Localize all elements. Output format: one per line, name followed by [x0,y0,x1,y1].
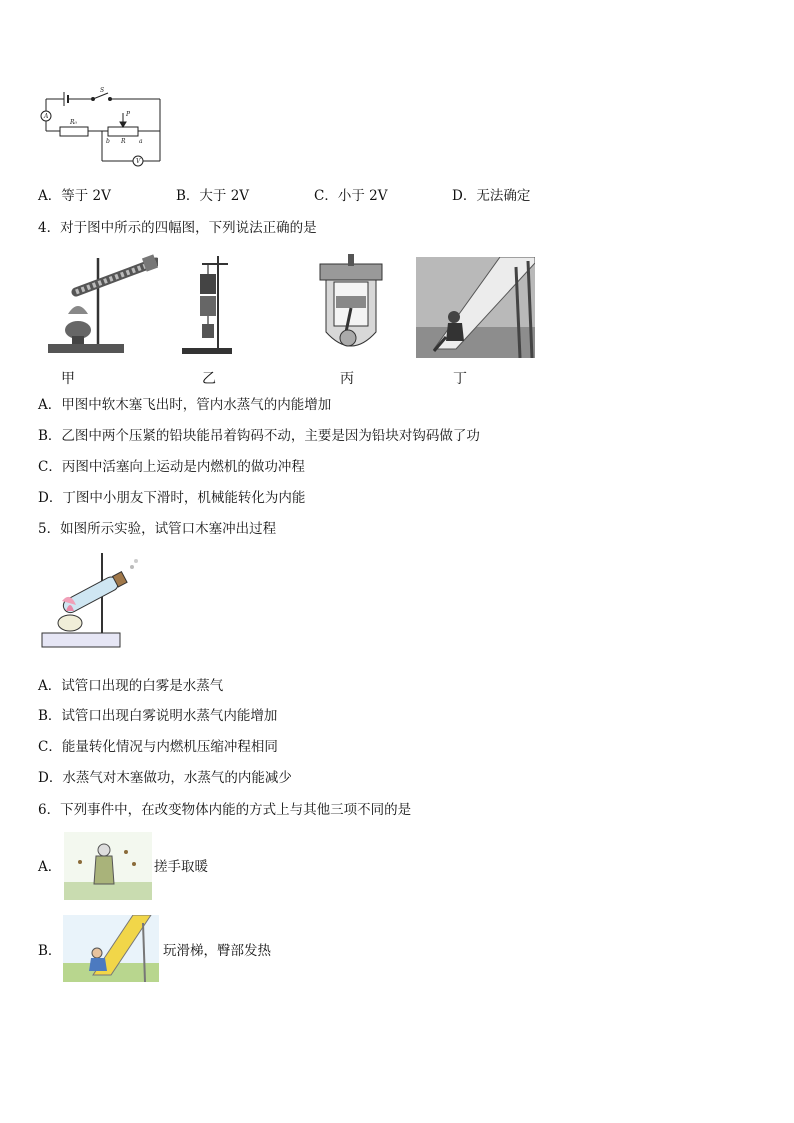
q5-option-c: C．能量转化情况与内燃机压缩冲程相同 [38,739,278,755]
slider-label: P [126,111,131,118]
figure-yi-lead-blocks-image [180,252,236,356]
q6-option-a-letter: A． [38,859,62,875]
q3-option-a: A．等于 2V [38,188,111,204]
caption-jia: 甲 [61,371,75,387]
q5-option-b: B．试管口出现白雾说明水蒸气内能增加 [38,708,278,724]
q5-option-d: D．水蒸气对木塞做功，水蒸气的内能减少 [38,770,292,786]
caption-yi: 乙 [202,371,216,387]
q3-option-b: B．大于 2V [176,188,250,204]
end-b-label: b [106,138,110,145]
rheostat-label: R [121,138,126,145]
circuit-diagram [36,85,166,170]
q5-stem: 5．如图所示实验，试管口木塞冲出过程 [38,521,277,537]
q5-option-a: A．试管口出现的白雾是水蒸气 [38,678,224,694]
q3-option-c: C．小于 2V [314,188,388,204]
figure-jia-test-tube-image [46,252,158,356]
figure-ding-slide-image [416,257,535,358]
q4-stem: 4．对于图中所示的四幅图，下列说法正确的是 [38,220,317,236]
figure-bing-engine-image [316,252,386,358]
switch-label: S [100,87,105,94]
caption-ding: 丁 [453,371,467,387]
caption-bing: 丙 [340,371,354,387]
q4-option-c: C．丙图中活塞向上运动是内燃机的做功冲程 [38,459,305,475]
q6-option-b-letter: B． [38,943,62,959]
ammeter-label: A [44,113,49,120]
q6-option-b-text: 玩滑梯，臀部发热 [163,943,271,959]
voltmeter-label: V [136,158,141,165]
end-a-label: a [139,138,143,145]
resistor-label: R₀ [70,119,77,126]
q4-option-d: D．丁图中小朋友下滑时，机械能转化为内能 [38,490,306,506]
q6-option-a-text: 搓手取暖 [154,859,208,875]
q6-option-b-image [63,915,159,982]
q3-option-d: D．无法确定 [452,188,531,204]
q6-stem: 6．下列事件中，在改变物体内能的方式上与其他三项不同的是 [38,802,412,818]
q6-option-a-image [64,832,152,900]
q4-option-a: A．甲图中软木塞飞出时，管内水蒸气的内能增加 [38,397,332,413]
q5-test-tube-image [40,551,140,651]
q4-option-b: B．乙图中两个压紧的铅块能吊着钩码不动，主要是因为铅块对钩码做了功 [38,428,480,444]
